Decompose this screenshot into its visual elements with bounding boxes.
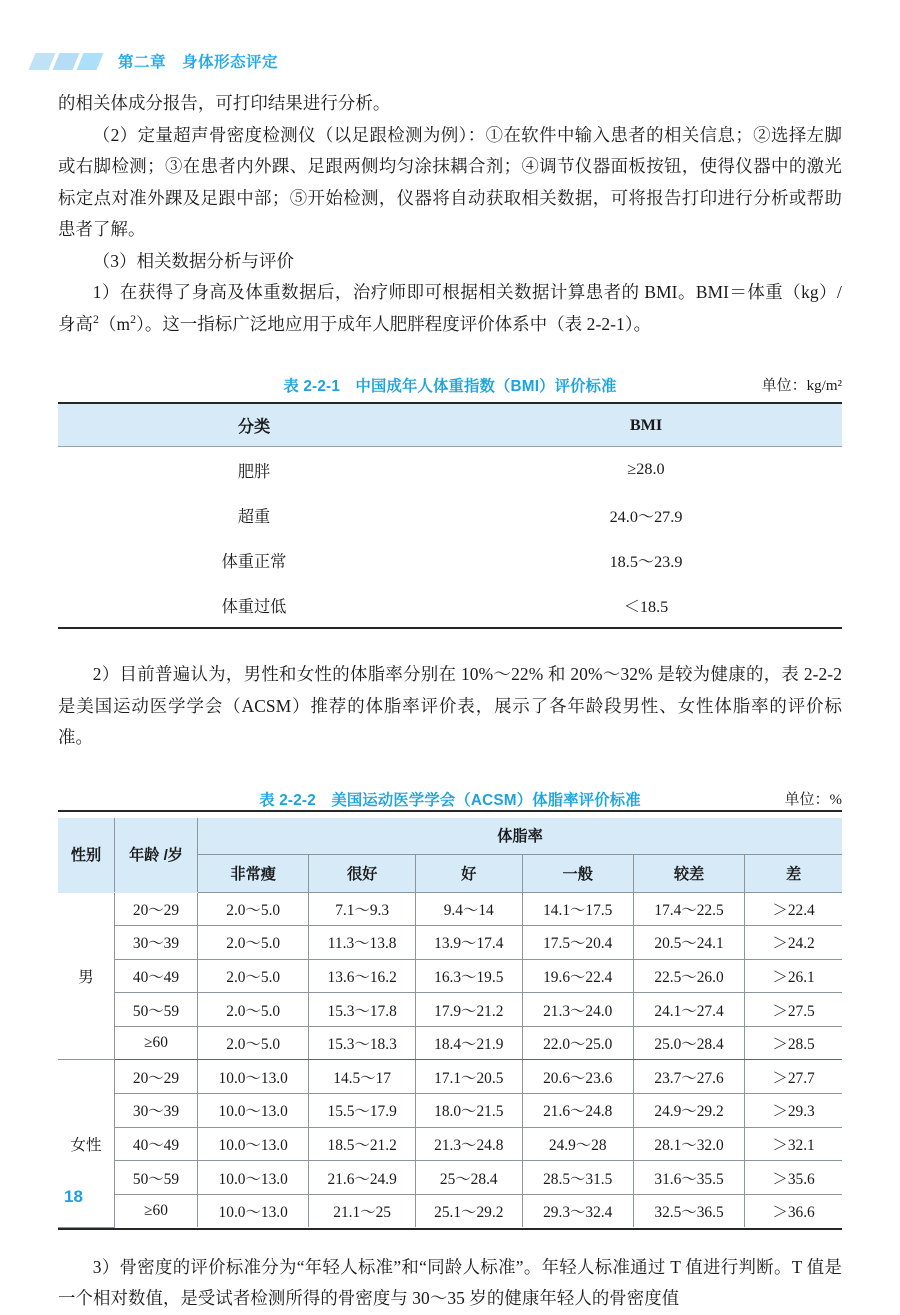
- bmi-cell-value: 18.5～23.9: [609, 552, 683, 571]
- acsm-level-1: 非常瘦: [198, 854, 309, 892]
- acsm-cell-value: 21.3～24.0: [522, 993, 633, 1027]
- bmi-cell-category: 肥胖: [237, 462, 271, 481]
- acsm-bodyfat-table: [58, 818, 842, 1228]
- table2-caption-line: [58, 784, 842, 810]
- table-header-row-top: [58, 818, 842, 855]
- acsm-cell-value: 25.0～28.4: [633, 1026, 744, 1060]
- acsm-cell-value: 13.6～16.2: [309, 959, 416, 993]
- acsm-cell-value: 15.5～17.9: [309, 1094, 416, 1128]
- acsm-cell-value: ＞27.7: [745, 1060, 842, 1094]
- acsm-cell-value: 21.6～24.9: [309, 1161, 416, 1195]
- bmi-cell-category: 体重正常: [221, 552, 287, 571]
- acsm-cell-value: 24.9～29.2: [633, 1094, 744, 1128]
- acsm-col-age: 年龄 /岁: [114, 818, 197, 893]
- acsm-cell-value: ＞26.1: [745, 959, 842, 993]
- acsm-cell-value: ＞32.1: [745, 1127, 842, 1161]
- acsm-cell-age: 30～39: [114, 926, 197, 960]
- paragraph-4-sup-1: 2: [92, 311, 99, 326]
- acsm-cell-value: 10.0～13.0: [198, 1094, 309, 1128]
- table-row: [58, 1127, 842, 1161]
- acsm-cell-value: 9.4～14: [415, 892, 522, 926]
- bmi-cell-category: 超重: [237, 507, 271, 526]
- table-row: [58, 1026, 842, 1060]
- acsm-cell-value: ＞29.3: [745, 1094, 842, 1128]
- acsm-cell-value: 24.1～27.4: [633, 993, 744, 1027]
- bmi-cell-category: 体重过低: [58, 582, 450, 628]
- acsm-cell-value: 22.5～26.0: [633, 959, 744, 993]
- paragraph-5: 2）目前普遍认为，男性和女性的体脂率分别在 10%～22% 和 20%～32% 是较为健康的，表 2-2-2 是美国运动医学学会（ACSM）推荐的体脂率评价表，展示了各年龄段男性、女性体脂率的评价标准。: [58, 664, 842, 747]
- table1-caption: 表 2-2-1 中国成年人体重指数（BMI）评价标准: [283, 378, 617, 395]
- acsm-cell-value: 2.0～5.0: [198, 892, 309, 926]
- acsm-col-group: 体脂率: [198, 818, 842, 855]
- acsm-cell-value: 17.9～21.2: [415, 993, 522, 1027]
- acsm-cell-value: 17.1～20.5: [415, 1060, 522, 1094]
- acsm-level-3: 好: [415, 854, 522, 892]
- acsm-cell-value: 17.5～20.4: [522, 926, 633, 960]
- table-row: [58, 447, 842, 493]
- stripe-icon: [77, 53, 104, 70]
- paragraph-4-part-c: ）。这一指标广泛地应用于成年人肥胖程度评价体系中（表 2-2-1）。: [136, 313, 652, 334]
- paragraph-2: （2）定量超声骨密度检测仪（以足跟检测为例）：①在软件中输入患者的相关信息；②选择左脚或右脚检测；③在患者内外踝、足跟两侧均匀涂抹耦合剂；④调节仪器面板按钮，使得仪器中的激光标定点对准外踝及足跟中部；⑤开始检测，仪器将自动获取相关数据，可将报告打印进行分析或帮助患者了解。: [58, 124, 842, 239]
- bmi-col-value: BMI: [450, 403, 842, 447]
- acsm-cell-value: 10.0～13.0: [198, 1127, 309, 1161]
- acsm-cell-value: 18.4～21.9: [415, 1026, 522, 1060]
- acsm-cell-value: 10.0～13.0: [198, 1161, 309, 1195]
- bmi-cell-value: ≥28.0: [627, 460, 665, 478]
- acsm-cell-age: 20～29: [114, 1060, 197, 1094]
- table-row: [58, 993, 842, 1027]
- bmi-cell-value: 24.0～27.9: [609, 507, 683, 526]
- acsm-cell-age: ≥60: [114, 1026, 197, 1060]
- acsm-cell-value: 10.0～13.0: [198, 1194, 309, 1227]
- table-row: [58, 892, 842, 926]
- acsm-cell-value: 24.9～28: [522, 1127, 633, 1161]
- acsm-cell-value: 20.5～24.1: [633, 926, 744, 960]
- acsm-cell-value: 25～28.4: [415, 1161, 522, 1195]
- acsm-cell-value: 2.0～5.0: [198, 993, 309, 1027]
- acsm-cell-value: 15.3～18.3: [309, 1026, 416, 1060]
- acsm-cell-value: ＞36.6: [745, 1194, 842, 1227]
- acsm-cell-value: 32.5～36.5: [633, 1194, 744, 1227]
- paragraph-3: （3）相关数据分析与评价: [92, 250, 294, 271]
- running-header: [32, 44, 840, 78]
- table-row: [58, 1094, 842, 1128]
- acsm-cell-value: 22.0～25.0: [522, 1026, 633, 1060]
- acsm-cell-value: 14.5～17: [309, 1060, 416, 1094]
- page-number: 18: [64, 1187, 83, 1206]
- table2-unit-label: 单位：%: [784, 791, 842, 808]
- table-row: [58, 926, 842, 960]
- acsm-cell-value: 25.1～29.2: [415, 1194, 522, 1227]
- acsm-cell-value: ＞28.5: [745, 1026, 842, 1060]
- acsm-table-body: [58, 892, 842, 1227]
- table-header-row: [58, 403, 842, 447]
- acsm-cell-age: 40～49: [114, 1127, 197, 1161]
- acsm-cell-age: 40～49: [114, 959, 197, 993]
- table-row: [58, 959, 842, 993]
- acsm-cell-sex-male: 男: [58, 892, 114, 1060]
- acsm-cell-value: 14.1～17.5: [522, 892, 633, 926]
- acsm-cell-value: 10.0～13.0: [198, 1060, 309, 1094]
- acsm-cell-age: ≥60: [114, 1194, 197, 1227]
- acsm-cell-value: 20.6～23.6: [522, 1060, 633, 1094]
- acsm-cell-value: ＞24.2: [745, 926, 842, 960]
- acsm-level-2: 很好: [309, 854, 416, 892]
- chapter-title: 第二章 身体形态评定: [118, 54, 279, 71]
- table-row: [58, 537, 842, 582]
- table1-unit-label: 单位：kg/m²: [761, 378, 842, 394]
- acsm-cell-value: 28.1～32.0: [633, 1127, 744, 1161]
- acsm-level-4: 一般: [522, 854, 633, 892]
- acsm-col-sex: 性别: [58, 818, 114, 893]
- paragraph-4-part-a: 1）在获得了身高及体重数据后，治疗师即可根据相关数据计算患者的 BMI。BMI＝体重（kg）/ 身高: [58, 282, 842, 334]
- table-row: [58, 1194, 842, 1227]
- acsm-table-wrap: [58, 810, 842, 1230]
- table1-caption-line: [58, 370, 842, 396]
- acsm-cell-value: 19.6～22.4: [522, 959, 633, 993]
- stripe-icon: [53, 53, 80, 70]
- acsm-cell-value: ＞35.6: [745, 1161, 842, 1195]
- table-row: [58, 1060, 842, 1094]
- acsm-cell-age: 50～59: [114, 1161, 197, 1195]
- acsm-cell-value: 23.7～27.6: [633, 1060, 744, 1094]
- acsm-cell-value: 2.0～5.0: [198, 1026, 309, 1060]
- paragraph-4-sup-2: 2: [130, 311, 137, 326]
- acsm-cell-value: 21.1～25: [309, 1194, 416, 1227]
- table-row: [58, 492, 842, 537]
- acsm-cell-value: 21.3～24.8: [415, 1127, 522, 1161]
- acsm-level-5: 较差: [633, 854, 744, 892]
- table-row: [58, 1161, 842, 1195]
- acsm-cell-value: 18.0～21.5: [415, 1094, 522, 1128]
- acsm-table-head: [58, 818, 842, 893]
- acsm-cell-value: 16.3～19.5: [415, 959, 522, 993]
- acsm-cell-age: 30～39: [114, 1094, 197, 1128]
- bmi-cell-value: ＜18.5: [450, 582, 842, 628]
- paragraph-6: 3）骨密度的评价标准分为“年轻人标准”和“同龄人标准”。年轻人标准通过 T 值进行判断。T 值是一个相对数值，是受试者检测所得的骨密度与 30～35 岁的健康年轻人的骨密度值: [58, 1256, 842, 1309]
- bmi-col-category: 分类: [58, 403, 450, 447]
- acsm-cell-age: 50～59: [114, 993, 197, 1027]
- stripe-icon: [29, 53, 56, 70]
- table-row: [58, 582, 842, 628]
- acsm-cell-value: ＞22.4: [745, 892, 842, 926]
- body-column: [58, 88, 842, 1315]
- acsm-cell-value: 2.0～5.0: [198, 926, 309, 960]
- acsm-cell-value: 7.1～9.3: [309, 892, 416, 926]
- acsm-cell-value: 21.6～24.8: [522, 1094, 633, 1128]
- acsm-cell-value: 13.9～17.4: [415, 926, 522, 960]
- acsm-cell-value: 18.5～21.2: [309, 1127, 416, 1161]
- acsm-cell-value: 28.5～31.5: [522, 1161, 633, 1195]
- acsm-cell-value: 15.3～17.8: [309, 993, 416, 1027]
- acsm-cell-value: 31.6～35.5: [633, 1161, 744, 1195]
- table2-caption: 表 2-2-2 美国运动医学学会（ACSM）体脂率评价标准: [259, 791, 641, 809]
- bmi-table-body: [58, 447, 842, 629]
- acsm-cell-value: ＞27.5: [745, 993, 842, 1027]
- acsm-cell-sex-female: 女性: [58, 1060, 114, 1227]
- paragraph-4-part-b: （m: [99, 313, 131, 334]
- bmi-table: [58, 402, 842, 629]
- acsm-cell-age: 20～29: [114, 892, 197, 926]
- acsm-level-6: 差: [745, 854, 842, 892]
- header-stripes-decoration: [32, 53, 100, 70]
- paragraph-1: 的相关体成分报告，可打印结果进行分析。: [58, 93, 391, 113]
- acsm-cell-value: 2.0～5.0: [198, 959, 309, 993]
- acsm-cell-value: 29.3～32.4: [522, 1194, 633, 1227]
- acsm-cell-value: 17.4～22.5: [633, 892, 744, 926]
- bmi-table-head: [58, 403, 842, 447]
- acsm-cell-value: 11.3～13.8: [309, 926, 416, 960]
- paragraph-4: [58, 277, 842, 340]
